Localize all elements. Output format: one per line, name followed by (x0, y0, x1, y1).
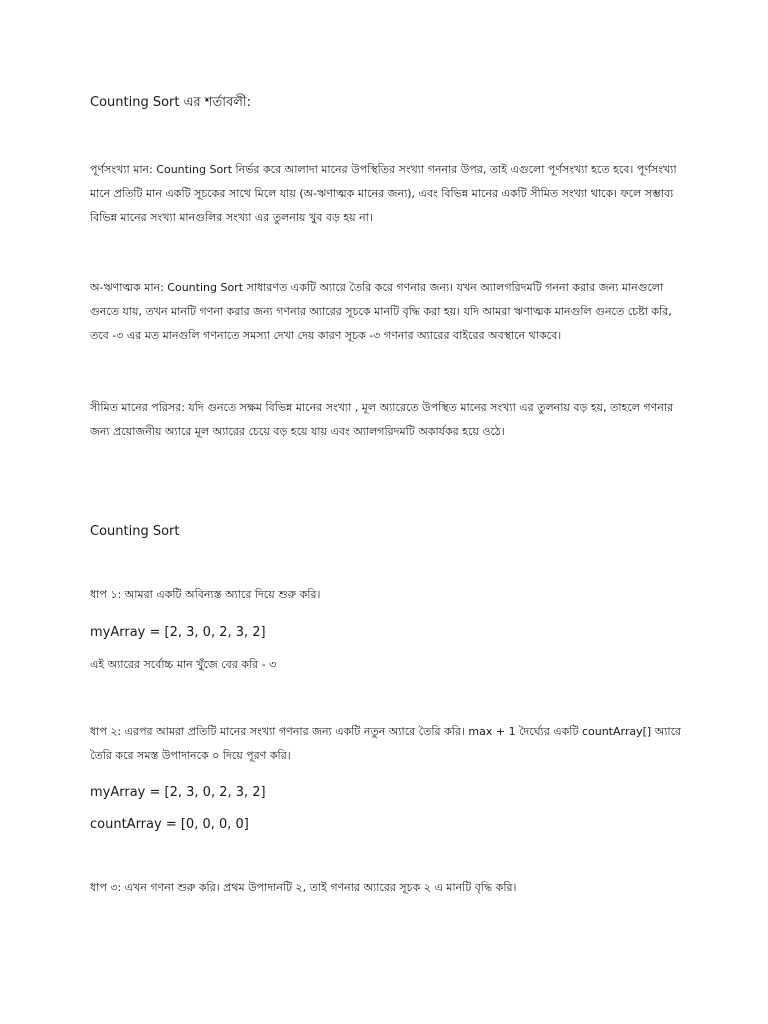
section-heading: Counting Sort (90, 524, 180, 539)
paragraph-limited-range: সীমিত মানের পরিসর: যদি গুনতে সক্ষম বিভিন্ন মানের সংখ্যা , মূল অ্যারেতে উপস্থিত মানের সংখ্যা এর তুলনায় বড় হয়, তাহলে গণনার জন্য প্রয়োজনীয় অ্যারে মূল অ্যারের চেয়ে বড় হয়ে যায় এবং অ্যালগরিদমটি অকার্যকর হয়ে ওঠে। (90, 401, 674, 438)
step2-text: ধাপ ২: এরপর আমরা প্রতিটি মানের সংখ্যা গণনার জন্য একটি নতুন অ্যারে তৈরি করি। max + 1 দৈর্ঘ্যের একটি countArray[] অ্যারে তৈরি করে সমস্ত উপাদানকে ০ দিয়ে পূরণ করি। (90, 725, 682, 762)
step2-code-countarray: countArray = [0, 0, 0, 0] (90, 817, 249, 832)
step2-code-myarray: myArray = [2, 3, 0, 2, 3, 2] (90, 785, 266, 800)
paragraph-non-negative-values: অ-ঋণাত্মক মান: Counting Sort সাধারণত একটি অ্যারে তৈরি করে গণনার জন্য। যখন অ্যালগরিদমটি গননা করার জন্য মানগুলো গুনতে যায়, তখন মানটি গণনা করার জন্য গণনার অ্যারের সূচকে মানটি বৃদ্ধি করা হয়। যদি আমরা ঋণাত্মক মানগুলি গুনতে চেষ্টা করি, তবে -৩ এর মত মানগুলি গণনাতে সমস্যা দেখা দেয় কারণ সূচক -৩ গণনার অ্যারের বাইরের অবস্থানে থাকবে। (90, 281, 672, 342)
conditions-heading: Counting Sort এর শর্তাবলী: (90, 95, 252, 110)
step1-code: myArray = [2, 3, 0, 2, 3, 2] (90, 625, 266, 640)
step3-text: ধাপ ৩: এখন গণনা শুরু করি। প্রথম উপাদানটি ২, তাই গণনার অ্যারের সূচক ২ এ মানটি বৃদ্ধি করি। (90, 881, 517, 894)
step1-note: এই অ্যারের সর্বোচ্চ মান খুঁজে বের করি - ৩ (90, 658, 277, 671)
paragraph-integer-values: পূর্ণসংখ্যা মান: Counting Sort নির্ভর করে আলাদা মানের উপস্থিতির সংখ্যা গননার উপর, তাই এগুলো পূর্ণসংখ্যা হতে হবে। পূর্ণসংখ্যা মানে প্রতিটি মান একটি সূচকের সাথে মিলে যায় (অ-ঋণাত্মক মানের জন্য), এবং বিভিন্ন মানের একটি সীমিত সংখ্যা থাকে। ফলে সম্ভাব্য বিভিন্ন মানের সংখ্যা মানগুলির সংখ্যা এর তুলনায় খুব বড় হয় না। (90, 163, 677, 224)
step1-text: ধাপ ১: আমরা একটি অবিন্যস্ত অ্যারে দিয়ে শুরু করি। (90, 588, 321, 601)
